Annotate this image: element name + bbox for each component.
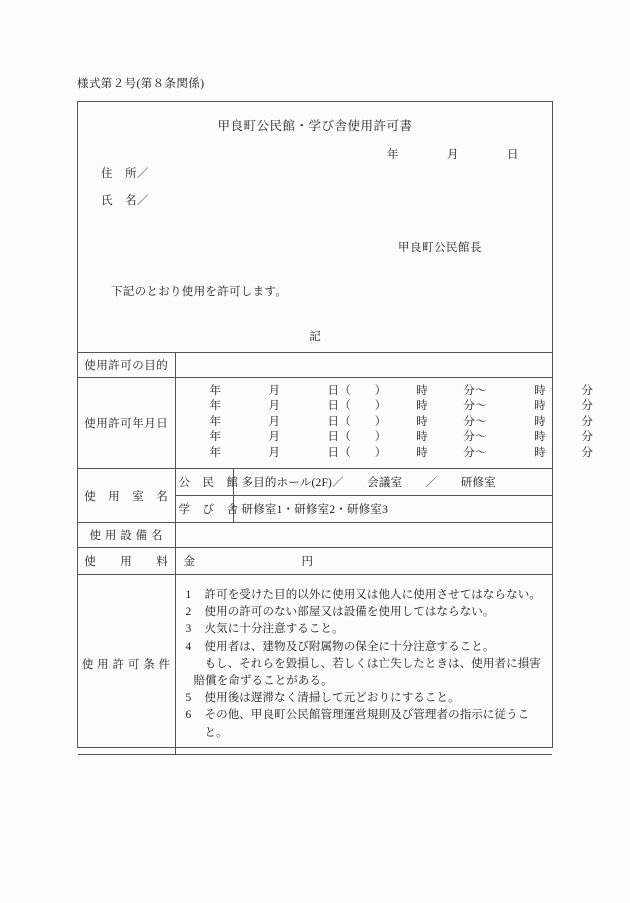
table-row-permit-dates (78, 378, 552, 469)
fee-value: 金 円 (183, 556, 314, 569)
conditions-value-cell (175, 575, 552, 755)
table-row-fee (78, 548, 552, 575)
condition-number: 2 (185, 606, 192, 619)
condition-text: 使用の許可のない部屋又は設備を使用してはならない。 (204, 606, 495, 619)
room-value-cell-manabiya[interactable] (233, 496, 552, 523)
room-options-manabiya: 研修室1・研修室2・研修室3 (241, 504, 389, 517)
condition-number: 3 (185, 623, 192, 636)
condition-text: その他、甲良町公民館管理運営規則及び管理者の指示に従うこと。 (204, 709, 530, 739)
issuer-title: 甲良町公民館長 (398, 242, 482, 254)
conditions-label: 使 用 許 可 条 件 (81, 659, 171, 672)
room-facility-label-kominkan: 公 民 館 (178, 477, 239, 490)
equipment-value (176, 524, 553, 546)
address-field-label: 住 所／ (101, 168, 149, 180)
permit-date-row[interactable]: 年 月 日（ ） 時 分〜 時 分 (209, 415, 594, 428)
condition-item (186, 639, 545, 656)
condition-item (186, 690, 545, 707)
form-header-section (78, 102, 552, 352)
ki-mark: 記 (309, 331, 321, 343)
document-title: 甲良町公民館・学び舎使用許可書 (217, 119, 413, 133)
table-row-equipment (78, 523, 552, 548)
permit-date-row[interactable]: 年 月 日（ ） 時 分〜 時 分 (209, 446, 594, 459)
equipment-label-cell (78, 523, 175, 548)
purpose-value (176, 354, 553, 376)
issue-date-line: 年 月 日 (387, 149, 519, 161)
table-row-conditions (78, 575, 552, 755)
condition-number: 5 (185, 692, 192, 705)
condition-text: 許可を受けた目的以外に使用又は他人に使用させてはならない。 (204, 589, 541, 602)
condition-item (186, 621, 545, 638)
fee-value-cell[interactable] (175, 548, 552, 575)
permit-date-row[interactable]: 年 月 日（ ） 時 分〜 時 分 (209, 400, 594, 413)
permit-dates-label: 使用許可年月日 (84, 418, 169, 431)
purpose-label: 使用許可の目的 (84, 360, 169, 372)
table-row-room-kominkan (78, 469, 552, 496)
equipment-label: 使 用 設 備 名 (89, 530, 163, 543)
fee-label-cell (78, 548, 175, 575)
permit-date-row-list (176, 378, 594, 468)
permit-dates-label-cell (78, 378, 175, 469)
condition-item (186, 587, 545, 604)
condition-text: 使用者は、建物及び附属物の保全に十分注意すること。 (204, 640, 495, 653)
room-facility-cell-kominkan (175, 469, 239, 496)
room-facility-label-manabiya: 学 び 舎 (178, 504, 239, 517)
permit-date-row[interactable]: 年 月 日（ ） 時 分〜 時 分 (209, 385, 594, 397)
condition-text: 火気に十分注意すること。 (204, 623, 344, 636)
condition-number: 1 (185, 589, 192, 602)
room-value-cell-kominkan[interactable] (233, 469, 552, 496)
permit-dates-value-cell[interactable] (175, 378, 594, 469)
condition-text: 使用後は遅滞なく清掃して元どおりにすること。 (204, 692, 460, 705)
purpose-label-cell (78, 353, 175, 378)
condition-number: 4 (185, 640, 192, 653)
room-facility-cell-manabiya (175, 496, 239, 523)
permit-form-frame (77, 101, 594, 748)
permit-date-row[interactable]: 年 月 日（ ） 時 分〜 時 分 (209, 431, 594, 444)
condition-item-4-continuation: もし、それらを毀損し、若しくは亡失したときは、使用者に損害賠償を命ずることがある。 (193, 657, 541, 688)
conditions-label-cell (78, 575, 175, 755)
equipment-value-cell[interactable] (175, 523, 552, 548)
fee-label: 使 用 料 (84, 556, 169, 569)
conditions-list (176, 575, 553, 754)
permit-statement: 下記のとおり使用を許可します。 (111, 286, 288, 298)
room-label: 使 用 室 名 (84, 490, 169, 503)
room-options-kominkan: 多目的ホール(2F)／ 会議室 ／ 研修室 (241, 477, 496, 490)
condition-number: 6 (185, 709, 192, 722)
purpose-value-cell[interactable] (175, 353, 552, 378)
permit-details-table (78, 352, 594, 755)
name-field-label: 氏 名／ (101, 195, 149, 207)
form-number: 様式第２号(第８条関係) (77, 78, 205, 90)
table-row-purpose (78, 353, 552, 378)
room-label-cell (78, 469, 175, 523)
condition-item (186, 707, 545, 741)
condition-item (186, 604, 545, 621)
